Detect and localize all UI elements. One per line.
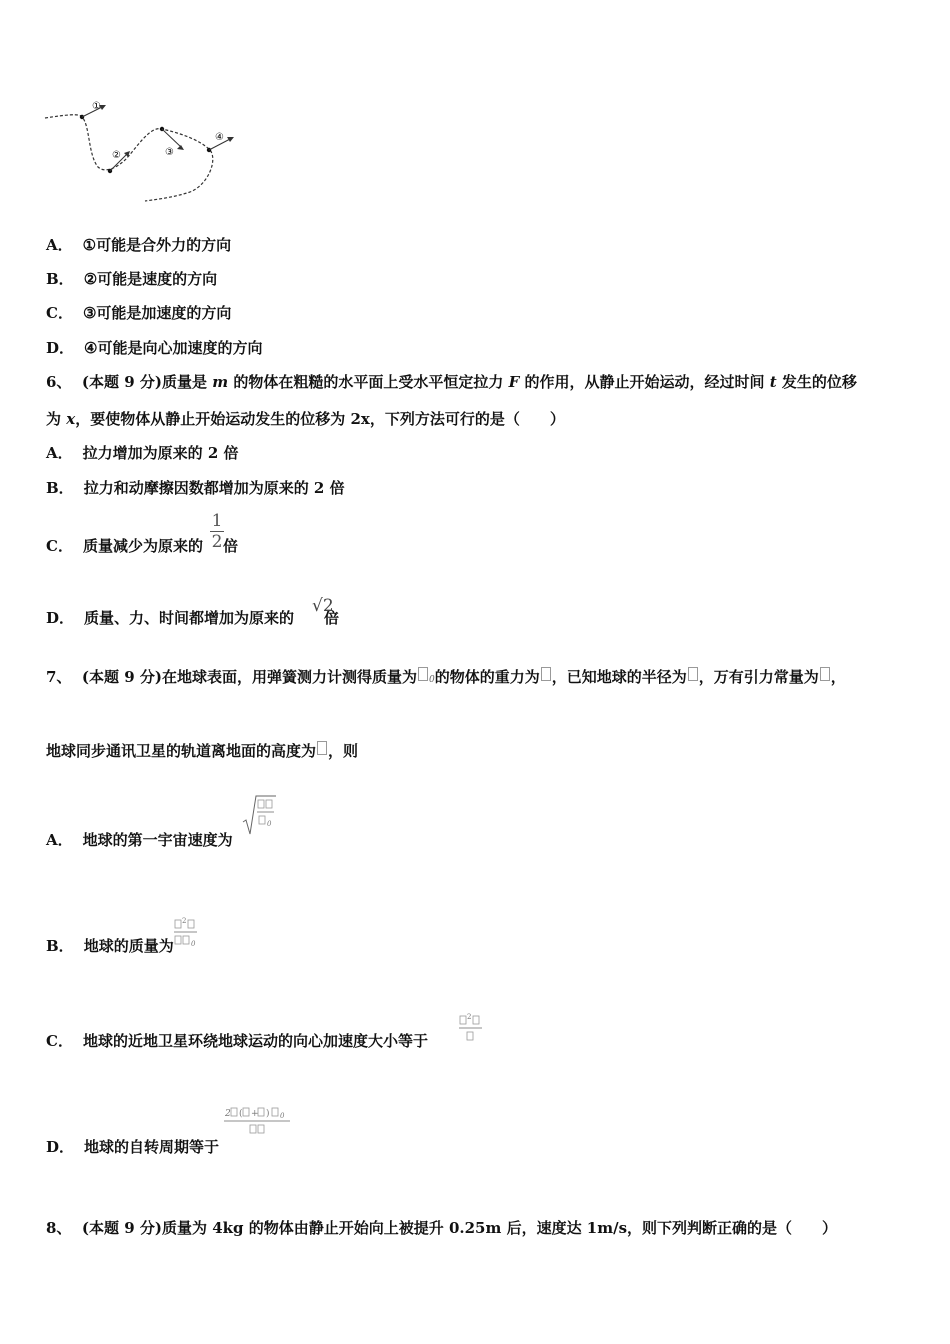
q6-option-a[interactable]: A． 拉力增加为原来的 2 倍 [46, 444, 239, 462]
q5-option-a[interactable]: A． ①可能是合外力的方向 [46, 236, 232, 254]
q8-stem: 8、 (本题 9 分)质量为 4kg 的物体由静止开始向上被提升 0.25m 后，速度达 1m/s，则下列判断正确的是（ ） [46, 1219, 838, 1237]
q7-b-sub0: 0 [191, 940, 196, 948]
q7-c-formula [458, 1010, 488, 1046]
q7-option-c[interactable]: C． 地球的近地卫星环绕地球运动的向心加速度大小等于 [46, 1032, 428, 1050]
marker-1: ① [92, 101, 101, 112]
q7-d-two: 2 [225, 1109, 231, 1119]
marker-2: ② [112, 150, 121, 161]
trajectory-curve [45, 115, 213, 201]
q7-a-sub0: 0 [267, 820, 272, 828]
q7-stem-line1: 7、 (本题 9 分)在地球表面，用弹簧测力计测得质量为 0的物体的重力为 ，已知地球的半径为 ，万有引力常量为 ， [46, 668, 846, 686]
q7-d-formula [222, 1102, 302, 1138]
q7-b-exp2: 2 [182, 917, 187, 925]
q6-option-c[interactable]: C． 质量减少为原来的 倍 [46, 537, 238, 555]
marker-4: ④ [215, 132, 224, 143]
q6-c-fraction: 1 2 [211, 511, 223, 552]
q6-d-sqrt: √2 [312, 596, 334, 616]
q7-option-b[interactable]: B． 地球的质量为 [46, 937, 174, 955]
q7-d-plus: + [251, 1109, 259, 1119]
q7-stem-line2: 地球同步通讯卫星的轨道离地面的高度为 ，则 [46, 742, 359, 760]
q6-stem-line1: 6、 (本题 9 分)质量是 m 的物体在粗糙的水平面上受水平恒定拉力 F 的作用，从静止开始运动，经过时间 t 发生的位移 [46, 373, 857, 391]
q7-d-open: ( [239, 1109, 243, 1119]
q5-option-b[interactable]: B． ②可能是速度的方向 [46, 270, 218, 288]
q6-option-d[interactable]: D． 质量、力、时间都增加为原来的 倍 [46, 609, 340, 627]
q6-option-b[interactable]: B． 拉力和动摩擦因数都增加为原来的 2 倍 [46, 479, 345, 497]
trajectory-figure [40, 95, 240, 205]
q7-d-close: ) [266, 1109, 270, 1119]
q5-option-c[interactable]: C． ③可能是加速度的方向 [46, 304, 232, 322]
q7-c-exp2: 2 [467, 1013, 472, 1021]
q7-option-d[interactable]: D． 地球的自转周期等于 [46, 1138, 220, 1156]
q7-a-formula [242, 794, 282, 838]
q6-stem-line2: 为 x，要使物体从静止开始运动发生的位移为 2x，下列方法可行的是（ ） [46, 410, 565, 428]
q7-b-formula [173, 914, 203, 950]
marker-3: ③ [165, 147, 174, 158]
q7-option-a[interactable]: A． 地球的第一宇宙速度为 [46, 831, 233, 849]
q7-d-sub0: 0 [280, 1112, 285, 1120]
q5-option-d[interactable]: D． ④可能是向心加速度的方向 [46, 339, 263, 357]
